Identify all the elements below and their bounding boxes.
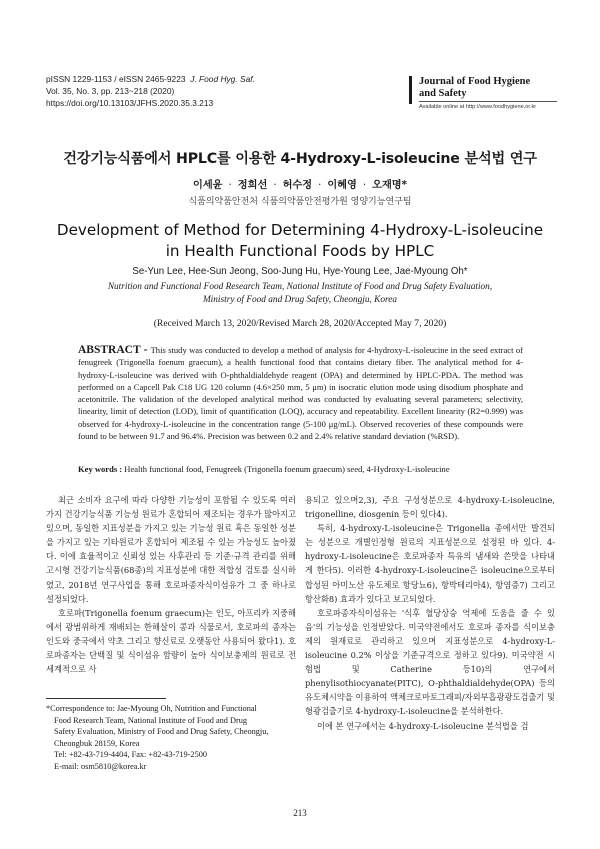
- paragraph: 용되고 있으며2,3), 주요 구성성분으로 4-hydroxy-L-isoleucine, trigonelline, diosgenin 등이 있다4).: [305, 495, 555, 520]
- footnote-line: Food Research Team, National Institute of Food and Drug: [54, 715, 248, 725]
- paragraph: 특히, 4-hydroxy-L-isoleucine은 Trigonella 종에서만 발견되는 성분으로 개별인정형 원료의 지표성분으로 설정된 바 있다. 4-hydroxy-L-isoleucine은 호로파종자 특유의 냄새와 쓴맛을 나타내게 한다5). 이러한 4-hydroxy-L-isoleucine은 isoleucine으로부터 합성된 아미노산 유도체로 항당뇨6), 항박테리아4), 항염증7) 그리고 항산화8) 효과가 있다고 보고되었다.: [305, 523, 555, 604]
- journal-rule: [419, 101, 557, 102]
- footnote-rule: [46, 698, 166, 699]
- keywords-label: Key words :: [78, 464, 125, 474]
- journal-name-line1: Journal of Food Hygiene: [419, 76, 531, 87]
- footnote-line: *Correspondence to: Jae-Myoung Oh, Nutrition and Functional: [46, 704, 257, 713]
- volume-line: Vol. 35, No. 3, pp. 213~218 (2020): [46, 86, 175, 96]
- footnote-email[interactable]: E-mail: osm5810@korea.kr: [54, 761, 147, 771]
- doi-link[interactable]: https://doi.org/10.13103/JFHS.2020.35.3.213: [46, 98, 214, 108]
- title-korean: 건강기능식품에서 HPLC를 이용한 4-Hydroxy-L-isoleucine 분석법 연구: [63, 151, 537, 167]
- abstract-label: ABSTRACT -: [78, 344, 151, 356]
- journal-meta: [46, 73, 255, 109]
- journal-name-line2: and Safety: [419, 88, 467, 99]
- paragraph: 호로파종자식이섬유는 '식후 혈당상승 억제에 도움을 줄 수 있음'의 기능성을 인정받았다. 미국약전에서도 호로파 종자를 식이보충제의 원재료로 관리하고 있으며 지표성분으로 4-hydroxy-L-isoleucine 0.2% 이상을 기준규격으로 정하고 있다9). 미국약전 시험법 및 Catherine 등10)의 연구에서 phenylisothiocyanate(PITC), O-phthaldialdehyde(OPA) 등의 유도체시약을 이용하여 액체크로마토그래피/자외부흡광광도검출기 및 형광검출기로 4-hydroxy-L-isoleucine을 분석하한다.: [305, 607, 555, 717]
- page-number: 213: [293, 808, 307, 818]
- journal-name: [419, 76, 530, 100]
- authors-english: Se-Yun Lee, Hee-Sun Jeong, Soo-Jung Hu, Hye-Young Lee, Jae-Myoung Oh*: [132, 266, 468, 277]
- paragraph: 이에 본 연구에서는 4-hydroxy-L-isoleucine 분석법을 검: [317, 720, 529, 731]
- title-english-line1: Development of Method for Determining 4-Hydroxy-L-isoleucine: [56, 221, 544, 239]
- authors-korean: 이세윤 · 정희선 · 허수정 · 이혜영 · 오재명*: [193, 180, 407, 191]
- footnote-line: Tel: +82-43-719-4404, Fax: +82-43-719-2500: [54, 750, 208, 760]
- author-ko: 이세윤: [193, 180, 223, 191]
- paragraph: 최근 소비자 요구에 따라 다양한 기능성이 포함될 수 있도록 여러 가지 건강기능식품 기능성 원료가 혼합되어 제조되는 경우가 많아지고 있으며, 동일한 지표성분을 가지고 있는 기능성 원료 혹은 동일한 성분을 가지고 있는 기타원료가 혼합되어 제조될 수 있는 가능성도 높아졌다. 이에 효율적이고 신뢰성 있는 사후관리 등 기준·규격 관리를 위해 고시형 건강기능식품(68종)의 지표성분에 대한 적합성 검토를 실시하였고, 2018년 연구사업을 통해 호로파종자식이섬유가 그 중 하나로 설정되었다.: [46, 495, 296, 604]
- body-column-right: [305, 493, 555, 733]
- keywords: [78, 464, 523, 474]
- footnote-line: Safety Evaluation, Ministry of Food and Drug Safety, Cheongju,: [54, 727, 269, 737]
- author-ko: 허수정: [282, 180, 313, 191]
- paragraph: 호로파(Trigonella foenum graecum)는 인도, 아프리카 지중해에서 광범위하게 재배되는 한해살이 콩과 식물로서, 호로파의 종자는 인도와 중국에서 약초 그리고 향신료로 오랫동안 사용되어 왔다1). 호로파종자는 단백질 및 식이섬유 함량이 높아 식이보충제의 원료로 전 세계적으로 사: [46, 607, 296, 675]
- affiliation-english-line2: Ministry of Food and Drug Safety, Cheongju, Korea: [202, 295, 398, 305]
- abstract: [78, 344, 523, 442]
- affiliation-english: [60, 281, 540, 307]
- journal-logo-bar: [409, 76, 412, 104]
- title-english-line2: in Health Functional Foods by HPLC: [165, 242, 435, 260]
- journal-abbrev: J. Food Hyg. Saf.: [190, 74, 255, 84]
- correspondence-footnote: [46, 703, 302, 773]
- journal-site[interactable]: Available online at http://www.foodhygiene.or.kr: [419, 104, 537, 110]
- body-column-left: [46, 493, 296, 676]
- received-dates: (Received March 13, 2020/Revised March 28, 2020/Accepted May 7, 2020): [153, 318, 447, 329]
- abstract-text: This study was conducted to develop a method of analysis for 4-hydroxy-L-isoleucine in the seed extract of fenugreek (Trigonella foenum graecum), a health functional food that contains dietary fiber. The analytical method for 4-hydroxy-L-isoleucine was derived with O-phthaldialdehyde reagent (OPA) and determined by HPLC-PDA. The method was performed on a Capcell Pak C18 UG 120 column (4.6×250 mm, 5 μm) in isocratic elution mode using disodium phosphate and acetonitrile. The validation of the developed analytical method was conducted by evaluating several parameters; selectivity, linearity, limit of detection (LOD), limit of quantification (LOQ), accuracy and repeatability. Excellent linearity (R2=0.999) was observed for 4-hydroxy-L-isoleucine in the concentration range (5-100 μg/mL). Observed recoveries of these compounds were found to be between 91.7 and 96.4%. Precision was between 0.2 and 2.4% relative standard deviation (%RSD).: [78, 345, 524, 441]
- author-ko: 이혜영: [327, 180, 357, 191]
- author-ko: 정희선: [237, 180, 268, 191]
- affiliation-english-line1: Nutrition and Functional Food Research Team, National Institute of Food and Drug Safety Evaluation,: [107, 282, 493, 292]
- keywords-text: Health functional food, Fenugreek (Trigonella foenum graecum) seed, 4-Hydroxy-L-isoleucine: [124, 464, 450, 474]
- author-ko: 오재명*: [372, 180, 407, 191]
- issn: pISSN 1229-1153 / eISSN 2465-9223: [46, 74, 186, 84]
- title-english: [0, 220, 600, 262]
- footnote-line: Cheongbuk 28159, Korea: [54, 738, 140, 748]
- affiliation-korean: 식품의약품안전처 식품의약품안전평가원 영양기능연구팀: [188, 197, 412, 207]
